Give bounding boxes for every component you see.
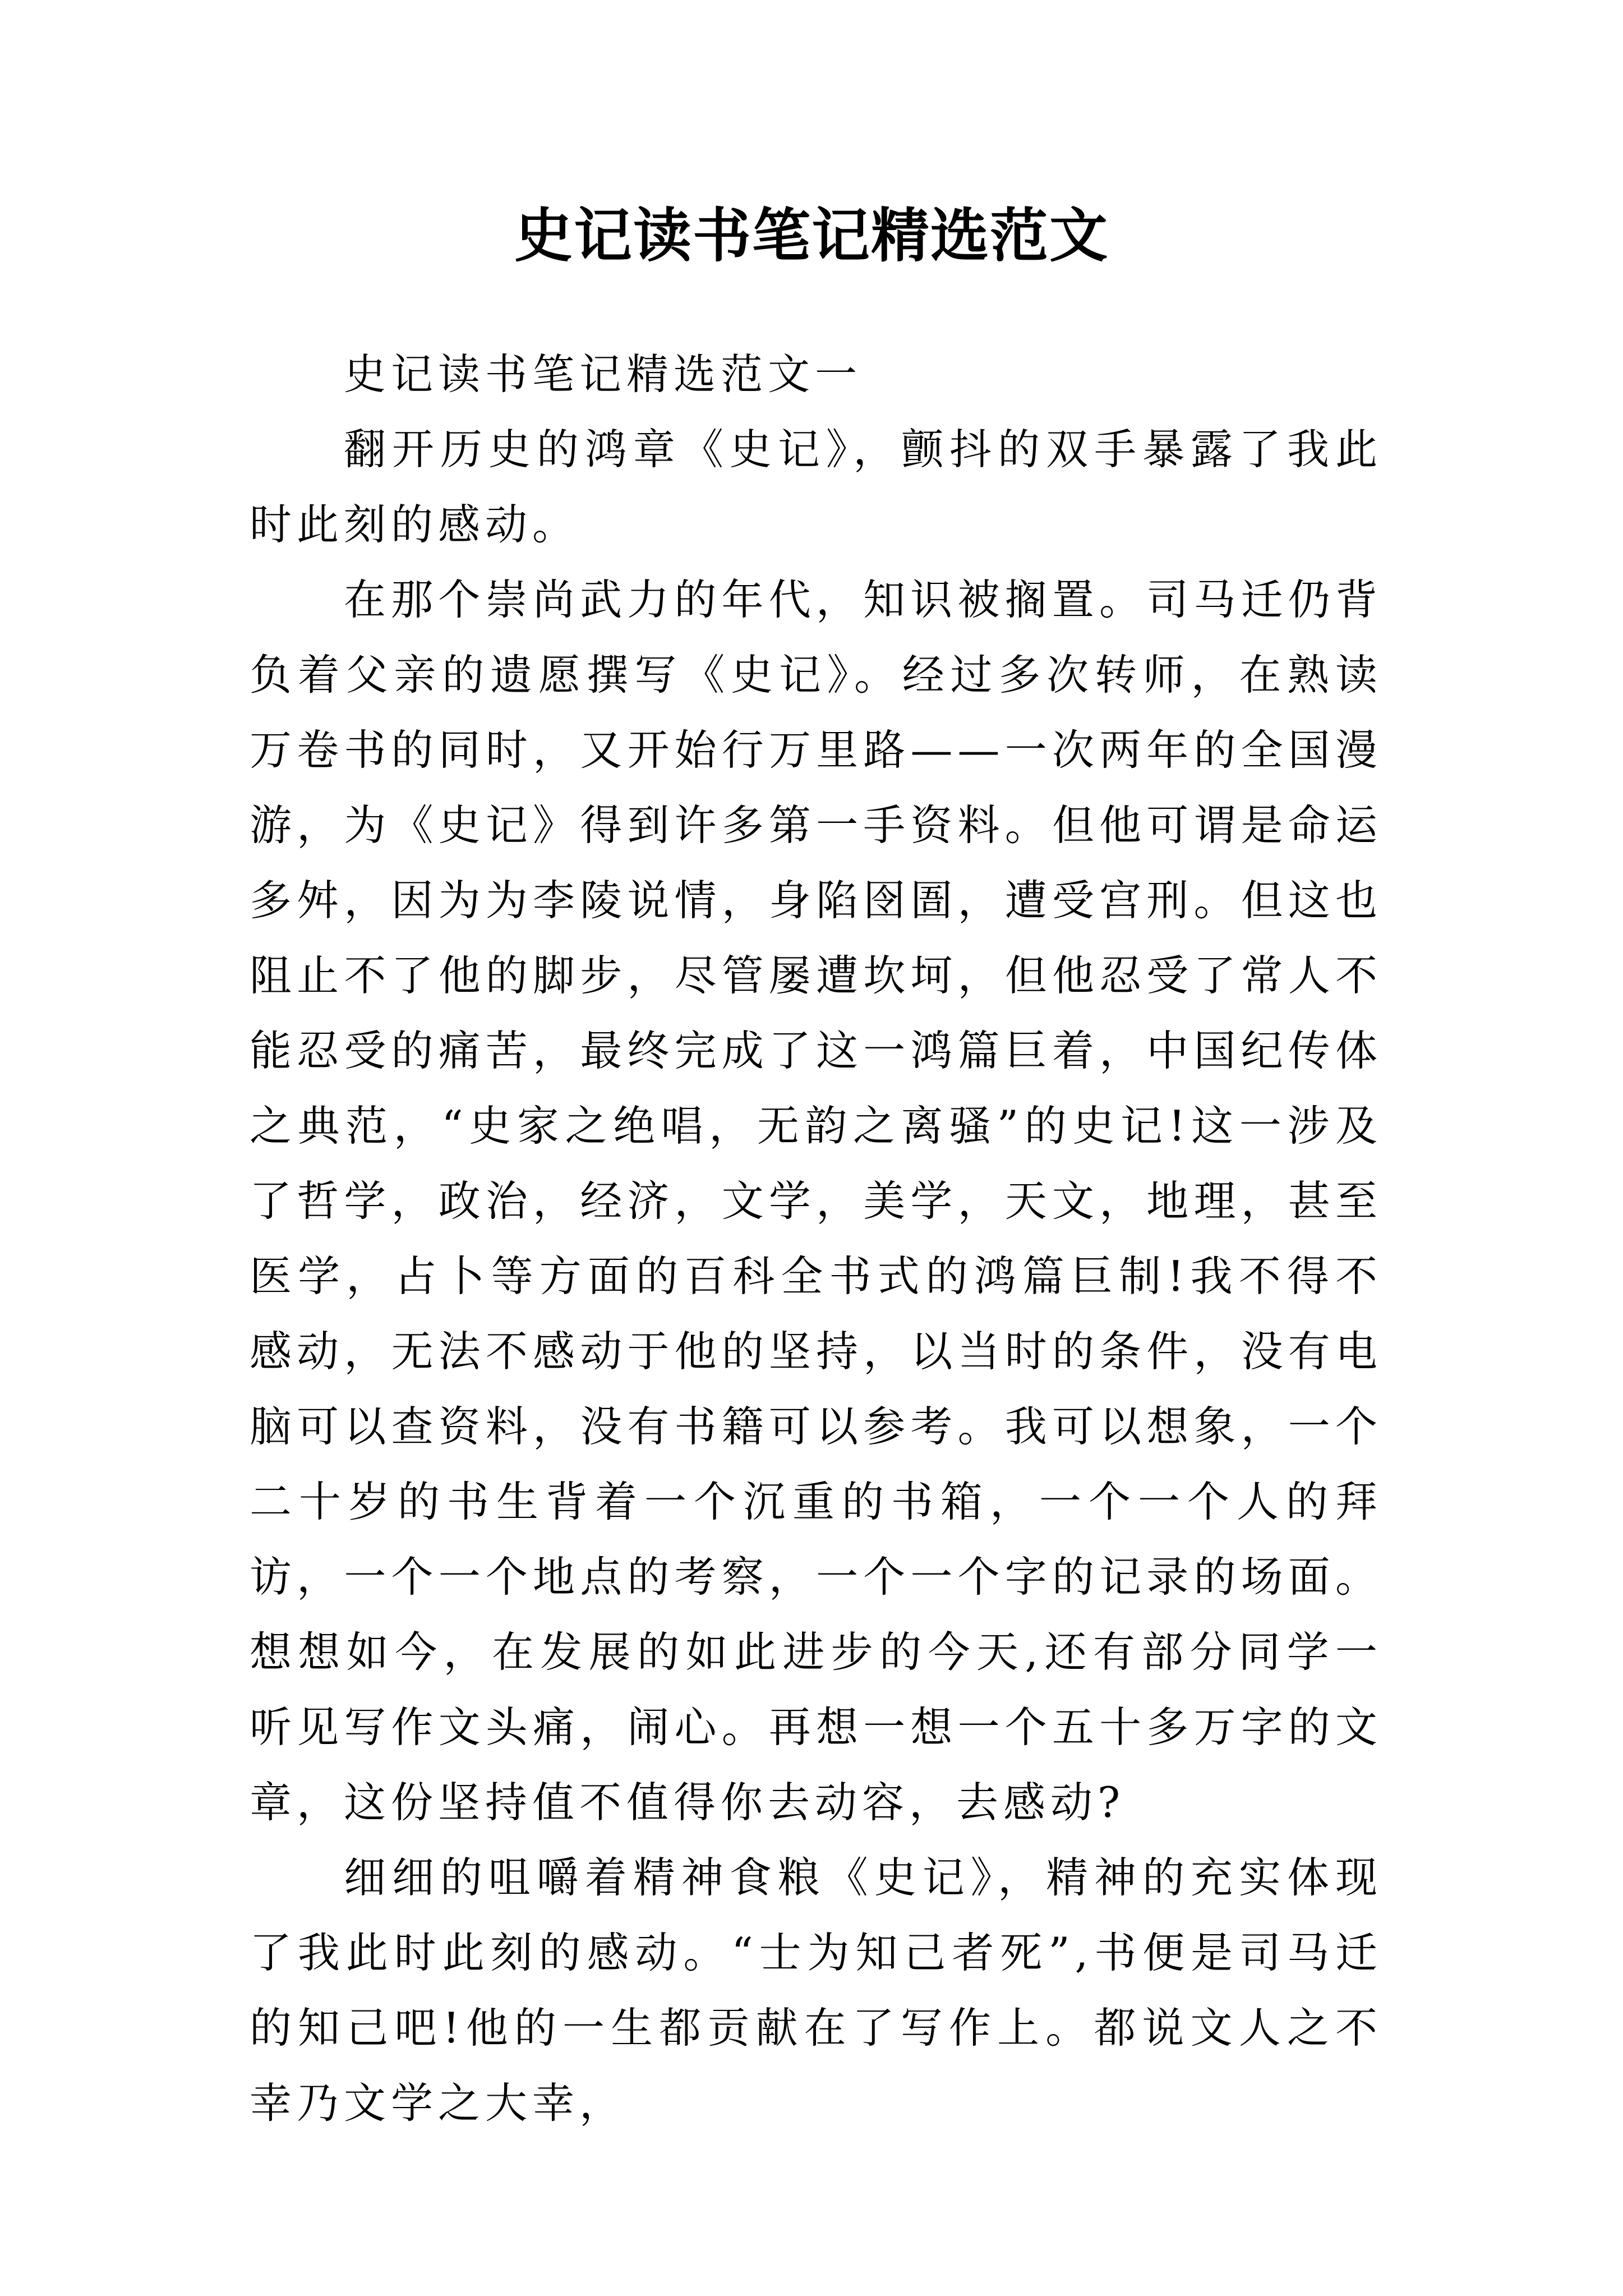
document-title: 史记读书笔记精选范文 — [514, 201, 1109, 270]
paragraph: 翻开历史的鸿章《史记》，颤抖的双手暴露了我此时此刻的感动。 — [250, 425, 1382, 549]
document-body — [250, 337, 1382, 2141]
paragraph: 在那个崇尚武力的年代，知识被搁置。司马迁仍背负着父亲的遗愿撰写《史记》。经过多次转师，在熟读万卷书的同时，又开始行万里路——一次两年的全国漫游，为《史记》得到许多第一手资料。但他可谓是命运多舛，因为为李陵说情，身陷囹圄，遭受宫刑。但这也阻止不了他的脚步，尽管屡遭坎坷，但他忍受了常人不能忍受的痛苦，最终完成了这一鸿篇巨着，中国纪传体之典范，“史家之绝唱，无韵之离骚”的史记!这一涉及了哲学，政治，经济，文学，美学，天文，地理，甚至医学，占卜等方面的百科全书式的鸿篇巨制!我不得不感动，无法不感动于他的坚持，以当时的条件，没有电脑可以查资料，没有书籍可以参考。我可以想象，一个二十岁的书生背着一个沉重的书箱，一个一个人的拜访，一个一个地点的考察，一个一个字的记录的场面。想想如今，在发展的如此进步的今天,还有部分同学一听见写作文头痛，闹心。再想一想一个五十多万字的文章，这份坚持值不值得你去动容，去感动? — [250, 575, 1382, 1827]
paragraph: 细细的咀嚼着精神食粮《史记》，精神的充实体现了我此时此刻的感动。“士为知己者死”,书便是司马迁的知己吧!他的一生都贡献在了写作上。都说文人之不幸乃文学之大幸， — [250, 1853, 1382, 2128]
section-heading: 史记读书笔记精选范文一 — [344, 349, 863, 399]
